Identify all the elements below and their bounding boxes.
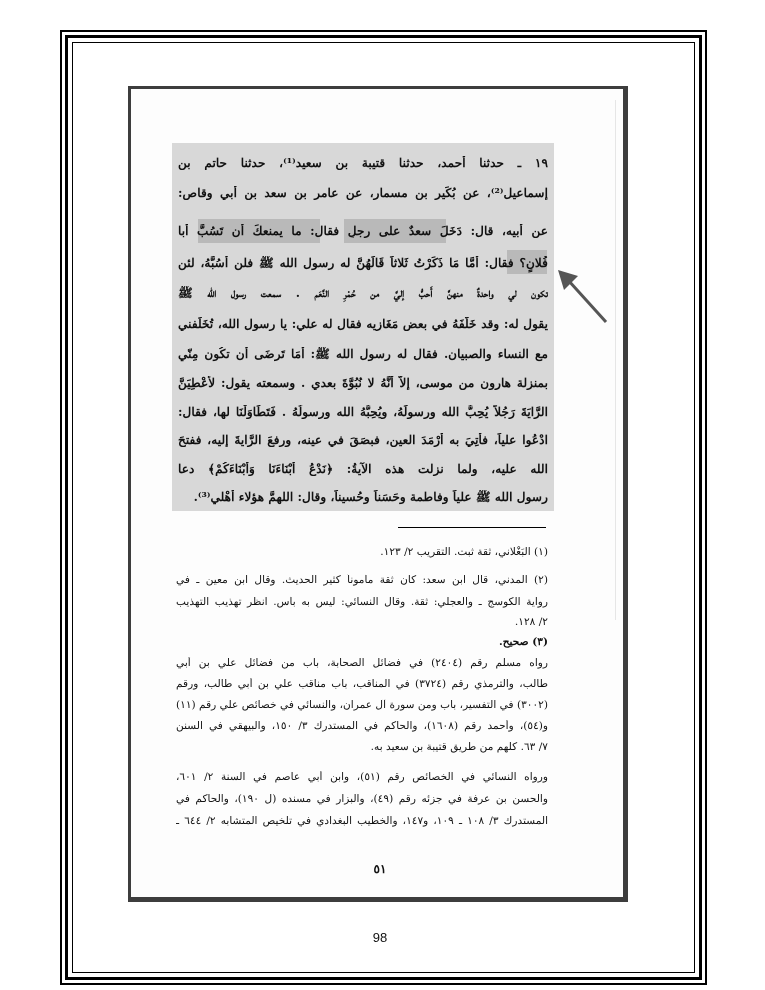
footnote-line-9: و(٥٤)، وأحمد رقم (١٦٠٨)، والحاكم في المستدرك ٣/ ١٥٠، والبيهقي في السنن bbox=[176, 720, 548, 732]
footnote-line-8: (٣٠٠٢) في التفسير، باب ومن سورة آل عمران، والنسائي في خصائص علي رقم (١١) bbox=[176, 699, 548, 711]
footnote-line-6: رواه مسلم رقم (٢٤٠٤) في فضائل الصحابة، باب من فضائل علي بن أبي bbox=[176, 657, 548, 669]
main-line-12: رسول الله ﷺ علياً وفاطمة وحَسَناً وحُسيناً، وقال: اللهمَّ هؤلاء أَهْلي⁽³⁾. bbox=[193, 490, 548, 504]
main-line-1: ١٩ ـ حدثنا أحمد، حدثنا قتيبة بن سعيد⁽¹⁾، حدثنا حاتم بن bbox=[178, 156, 548, 170]
main-line-7: مع النساء والصبيان. فقال له رسول الله ﷺ: أَمَا تَرضَى أن تكُون مِنّي bbox=[178, 347, 548, 361]
footnote-line-10: ٧/ ٦٣. كلهم من طريق قتيبة بن سعيد به. bbox=[370, 741, 548, 753]
main-line-2: إسماعيل⁽²⁾، عن بُكَير بن مسمار، عن عامر بن سعد بن أبي وقاص: bbox=[178, 186, 548, 200]
main-line-10: ادْعُوا علياً، فأُتِيَ به أَرْمَدَ العين، فبصَقَ في عينه، ورفعَ الرَّايةَ إليه، ففتحَ bbox=[178, 433, 548, 447]
footnote-line-5: (٣) صحيح. bbox=[499, 636, 548, 648]
scan-artifact-line bbox=[615, 100, 616, 620]
book-page-number: ٥١ bbox=[373, 862, 387, 876]
main-line-8: بمنزلة هارون من موسى، إلاَّ أَنَّهُ لا نُبُوَّةَ بعدي . وسمعته يقول: لأُعْطِيَنَّ bbox=[178, 376, 548, 390]
footnote-line-7: طالب، والترمذي رقم (٣٧٢٤) في المناقب، باب مناقب علي بن أبي طالب، ورقم bbox=[176, 678, 548, 690]
footnote-line-1: (١) البَغْلاني، ثقة ثبت. التقريب ٢/ ١٢٣. bbox=[380, 546, 548, 558]
footnote-line-11: ورواه النسائي في الخصائص رقم (٥١)، وابن أبي عاصم في السنة ٢/ ٦٠١، bbox=[176, 771, 548, 783]
main-line-6: يقول له: وقد خَلَّفَهُ في بعض مَغَازِيه فقال له علي: يا رسول الله، تُخَلِّفني bbox=[178, 317, 548, 331]
footnote-line-13: المستدرك ٣/ ١٠٨ ـ ١٠٩، و١٤٧، والخطيب البغدادي في تلخيص المتشابه ٢/ ٦٤٤ ـ bbox=[176, 815, 548, 827]
main-line-5: تكون لي واحدةٌ منهنَّ أَحبُّ إليَّ من حُمْرِ النَّعَم . سمعت رسول الله ﷺ bbox=[178, 286, 548, 300]
main-line-9: الرَّايَةَ رَجُلاً يُحِبُّ الله ورسولَهُ، ويُحِبُّهُ الله ورسولُهُ . فَتَطَاوَلْنَا لها، فقال: bbox=[178, 405, 548, 419]
main-line-4: فُلانٍ؟ فقال: أَمَّا مَا ذَكَرْتُ ثَلاثاً قَالَهُنَّ له رسول الله ﷺ فلن أَسُبَّهُ، لئن bbox=[178, 256, 548, 270]
arrow-shaft bbox=[568, 280, 606, 322]
footnote-line-3: رواية الكوسج ـ والعجلي: ثقة. وقال النسائي: ليس به بأس. انظر تهذيب التهذيب bbox=[176, 596, 548, 608]
main-line-3: عن أبيه، قال: دَخَلَ سعدٌ على رجلٍ فقال: ما يمنعكَ أن تَسُبَّ أبا bbox=[178, 224, 548, 238]
footnote-line-4: ٢/ ١٢٨. bbox=[514, 616, 548, 628]
main-line-11: الله عليه، ولما نزلت هذه الآيةُ: ﴿نَدْعُ أَبْنَاءَنَا وَأَبْنَاءَكُمْ﴾ دعا bbox=[178, 462, 548, 476]
footnote-line-2: (٢) المدني، قال ابن سعد: كان ثقة مأموناً كثير الحديث. وقال ابن معين ـ في bbox=[176, 574, 548, 586]
footnote-line-12: والحسن بن عرفة في جزئه رقم (٤٩)، والبزار في مسنده (ل ١٩٠)، والحاكم في bbox=[176, 793, 548, 805]
pointer-arrow-icon bbox=[556, 268, 612, 328]
document-page-number: 98 bbox=[372, 930, 388, 945]
footnote-separator bbox=[398, 527, 546, 528]
